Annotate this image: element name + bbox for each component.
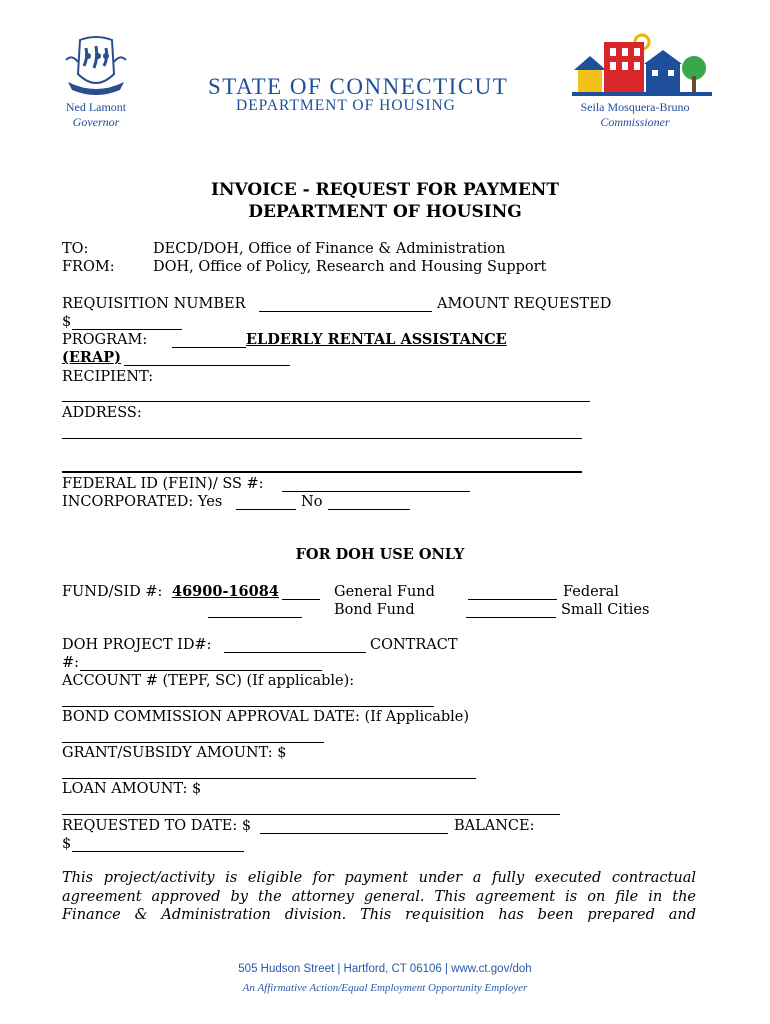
balance-field[interactable] bbox=[72, 851, 244, 852]
amount-requested-label: AMOUNT REQUESTED bbox=[437, 296, 612, 312]
grant-subsidy-label: GRANT/SUBSIDY AMOUNT: $ bbox=[62, 745, 287, 761]
address-field-line-1[interactable] bbox=[62, 438, 582, 439]
fein-label: FEDERAL ID (FEIN)/ SS #: bbox=[62, 476, 264, 492]
statement-line-2: agreement approved by the attorney general. This agreement is on file in the bbox=[62, 888, 696, 905]
incorporated-yes-field[interactable] bbox=[236, 509, 296, 510]
bond-fund-field[interactable] bbox=[466, 617, 556, 618]
balance-label: BALANCE: bbox=[454, 818, 535, 834]
bond-commission-field[interactable] bbox=[62, 742, 324, 743]
document-subtitle: DEPARTMENT OF HOUSING bbox=[248, 202, 522, 222]
footer-address: 505 Hudson Street | Hartford, CT 06106 | www.ct.gov/doh bbox=[238, 963, 532, 975]
fund-sid-underline bbox=[282, 599, 320, 600]
account-field[interactable] bbox=[62, 706, 434, 707]
program-label: PROGRAM: bbox=[62, 332, 148, 348]
incorporated-no-field[interactable] bbox=[328, 509, 410, 510]
loan-amount-label: LOAN AMOUNT: $ bbox=[62, 781, 202, 797]
federal-label: Federal bbox=[563, 584, 619, 600]
bond-fund-label: Bond Fund bbox=[334, 602, 415, 618]
statement-line-3: Finance & Administration division. This requisition has been prepared and bbox=[62, 907, 696, 923]
amount-requested-field[interactable] bbox=[72, 329, 182, 330]
contract-hash-label: #: bbox=[62, 655, 80, 671]
contract-label: CONTRACT bbox=[370, 637, 458, 653]
to-label: TO: bbox=[62, 241, 89, 257]
from-value: DOH, Office of Policy, Research and Housing Support bbox=[153, 259, 547, 275]
incorporated-yes-label: INCORPORATED: Yes bbox=[62, 494, 223, 510]
state-seal bbox=[58, 34, 134, 98]
fund-sid-label: FUND/SID #: bbox=[62, 584, 163, 600]
program-value-erap: (ERAP) bbox=[62, 349, 121, 366]
commissioner-name: Seila Mosquera-Bruno bbox=[580, 100, 690, 114]
footer-eeo: An Affirmative Action/Equal Employment Opportunity Employer bbox=[242, 982, 528, 994]
project-id-label: DOH PROJECT ID#: bbox=[62, 637, 212, 653]
address-label: ADDRESS: bbox=[62, 405, 142, 421]
from-label: FROM: bbox=[62, 259, 115, 275]
bond-commission-label: BOND COMMISSION APPROVAL DATE: (If Applicable) bbox=[62, 709, 470, 725]
housing-logo bbox=[572, 32, 712, 98]
governor-name: Ned Lamont bbox=[65, 100, 127, 114]
small-cities-label: Small Cities bbox=[561, 602, 650, 618]
requisition-number-field[interactable] bbox=[259, 311, 432, 312]
commissioner-title: Commissioner bbox=[600, 115, 670, 129]
general-fund-label: General Fund bbox=[334, 584, 435, 600]
program-value: ELDERLY RENTAL ASSISTANCE bbox=[246, 331, 507, 348]
balance-dollar-sign: $ bbox=[62, 836, 72, 852]
general-fund-field[interactable] bbox=[468, 599, 557, 600]
loan-amount-field[interactable] bbox=[62, 814, 560, 815]
requisition-label: REQUISITION NUMBER bbox=[62, 296, 246, 312]
recipient-label: RECIPIENT: bbox=[62, 369, 154, 385]
grant-subsidy-field[interactable] bbox=[62, 778, 476, 779]
project-id-field[interactable] bbox=[224, 652, 366, 653]
contract-field[interactable] bbox=[80, 670, 322, 671]
statement-line-1: This project/activity is eligible for payment under a fully executed contractual bbox=[62, 870, 696, 886]
account-label: ACCOUNT # (TEPF, SC) (If applicable): bbox=[62, 673, 355, 689]
program-underline-2 bbox=[124, 365, 290, 366]
fund-sid-value: 46900-16084 bbox=[172, 583, 279, 600]
incorporated-no-label: No bbox=[301, 494, 323, 510]
state-name: STATE OF CONNECTICUT bbox=[208, 74, 509, 99]
doh-use-heading: FOR DOH USE ONLY bbox=[295, 546, 465, 563]
amount-dollar-sign: $ bbox=[62, 314, 72, 330]
fein-field[interactable] bbox=[282, 491, 470, 492]
governor-title: Governor bbox=[72, 115, 120, 129]
program-underline bbox=[172, 347, 246, 348]
department-name: DEPARTMENT OF HOUSING bbox=[236, 97, 456, 114]
requested-to-date-field[interactable] bbox=[260, 833, 448, 834]
address-field-line-2[interactable] bbox=[62, 471, 582, 473]
requested-to-date-label: REQUESTED TO DATE: $ bbox=[62, 818, 252, 834]
fund-sid-field-2[interactable] bbox=[208, 617, 302, 618]
to-value: DECD/DOH, Office of Finance & Administration bbox=[153, 241, 506, 257]
document-title: INVOICE - REQUEST FOR PAYMENT bbox=[211, 180, 559, 200]
recipient-field[interactable] bbox=[62, 401, 590, 402]
